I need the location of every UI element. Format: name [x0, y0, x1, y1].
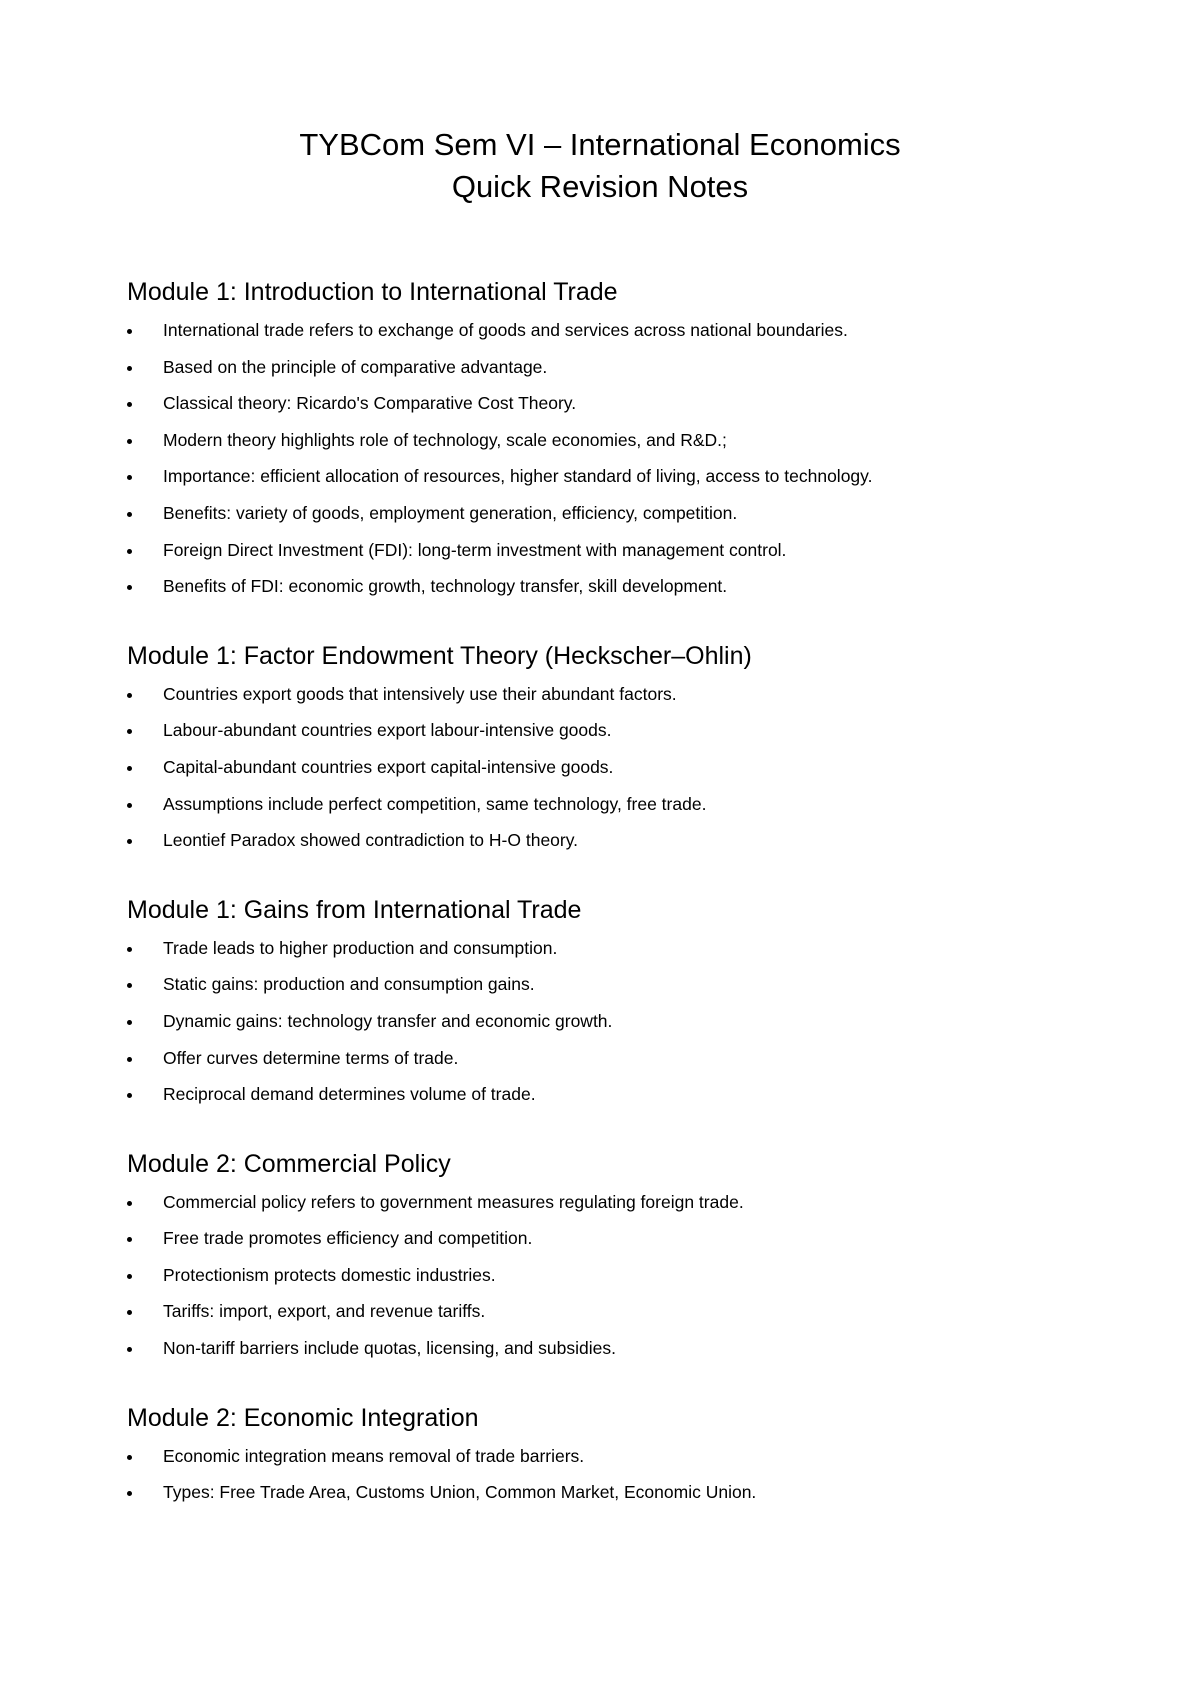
- document-body: [127, 276, 1127, 1546]
- bullet-icon: [127, 329, 132, 334]
- bullet-icon: [127, 439, 132, 444]
- bullet-icon: [127, 1310, 132, 1315]
- section-heading: Module 1: Introduction to International Trade: [127, 278, 618, 306]
- list-item: [127, 495, 1127, 532]
- bullet-text: Classical theory: Ricardo's Comparative Cost Theory.: [163, 393, 577, 414]
- bullet-list: [127, 676, 1127, 859]
- bullet-text: Countries export goods that intensively use their abundant factors.: [163, 683, 677, 704]
- bullet-text: Leontief Paradox showed contradiction to H-O theory.: [163, 830, 579, 851]
- bullet-icon: [127, 475, 132, 480]
- section: [127, 1402, 1127, 1511]
- list-item: [127, 1474, 1127, 1511]
- bullet-icon: [127, 1455, 132, 1460]
- bullet-icon: [127, 1020, 132, 1025]
- bullet-icon: [127, 1237, 132, 1242]
- bullet-text: Protectionism protects domestic industries.: [163, 1264, 496, 1285]
- list-item: [127, 422, 1127, 459]
- bullet-list: [127, 1438, 1127, 1511]
- bullet-icon: [127, 947, 132, 952]
- section: [127, 1148, 1127, 1367]
- title-line-2: Quick Revision Notes: [451, 169, 749, 204]
- bullet-icon: [127, 693, 132, 698]
- bullet-text: Economic integration means removal of trade barriers.: [163, 1445, 585, 1466]
- list-item: [127, 1330, 1127, 1367]
- bullet-text: International trade refers to exchange of goods and services across national boundaries.: [163, 320, 848, 340]
- bullet-icon: [127, 803, 132, 808]
- bullet-icon: [127, 839, 132, 844]
- bullet-text: Benefits: variety of goods, employment generation, efficiency, competition.: [163, 502, 738, 523]
- list-item: [127, 930, 1127, 967]
- list-item: [127, 749, 1127, 786]
- list-item: [127, 1257, 1127, 1294]
- list-item: [127, 786, 1127, 823]
- bullet-icon: [127, 1093, 132, 1098]
- bullet-text: Free trade promotes efficiency and competition.: [163, 1228, 533, 1249]
- bullet-icon: [127, 1491, 132, 1496]
- bullet-text: Offer curves determine terms of trade.: [163, 1047, 459, 1068]
- section-heading: Module 2: Economic Integration: [127, 1403, 479, 1432]
- bullet-icon: [127, 1274, 132, 1279]
- bullet-list: [127, 930, 1127, 1113]
- bullet-icon: [127, 1347, 132, 1352]
- list-item: [127, 1003, 1127, 1040]
- list-item: [127, 312, 1127, 349]
- bullet-icon: [127, 983, 132, 988]
- section-heading: Module 1: Factor Endowment Theory (Heckscher–Ohlin): [127, 641, 752, 670]
- bullet-text: Assumptions include perfect competition, same technology, free trade.: [163, 793, 707, 814]
- list-item: [127, 1040, 1127, 1077]
- section-heading: Module 2: Commercial Policy: [127, 1149, 451, 1178]
- list-item: [127, 532, 1127, 569]
- bullet-text: Labour-abundant countries export labour-intensive goods.: [163, 720, 612, 741]
- bullet-text: Dynamic gains: technology transfer and economic growth.: [163, 1010, 613, 1031]
- bullet-icon: [127, 585, 132, 590]
- list-item: [127, 1184, 1127, 1221]
- list-item: [127, 1076, 1127, 1113]
- bullet-icon: [127, 1057, 132, 1062]
- bullet-icon: [127, 549, 132, 554]
- bullet-text: Non-tariff barriers include quotas, licensing, and subsidies.: [163, 1338, 616, 1359]
- list-item: [127, 822, 1127, 859]
- bullet-text: Importance: efficient allocation of resources, higher standard of living, access to technology.: [163, 466, 873, 487]
- list-item: [127, 458, 1127, 495]
- bullet-list: [127, 1184, 1127, 1367]
- bullet-text: Static gains: production and consumption gains.: [163, 974, 535, 995]
- list-item: [127, 568, 1127, 605]
- section: [127, 640, 1127, 859]
- list-item: [127, 1293, 1127, 1330]
- list-item: [127, 385, 1127, 422]
- section: [127, 276, 1127, 605]
- bullet-icon: [127, 512, 132, 517]
- bullet-text: Types: Free Trade Area, Customs Union, Common Market, Economic Union.: [163, 1482, 757, 1503]
- list-item: [127, 349, 1127, 386]
- list-item: [127, 712, 1127, 749]
- list-item: [127, 966, 1127, 1003]
- bullet-icon: [127, 729, 132, 734]
- bullet-text: Capital-abundant countries export capital-intensive goods.: [163, 756, 614, 777]
- bullet-text: Commercial policy refers to government measures regulating foreign trade.: [163, 1191, 744, 1212]
- bullet-icon: [127, 766, 132, 771]
- list-item: [127, 676, 1127, 713]
- bullet-text: Modern theory highlights role of technology, scale economies, and R&D.;: [163, 429, 727, 450]
- bullet-text: Based on the principle of comparative advantage.: [163, 356, 548, 377]
- bullet-text: Foreign Direct Investment (FDI): long-term investment with management control.: [163, 539, 787, 560]
- bullet-text: Trade leads to higher production and consumption.: [163, 937, 558, 958]
- bullet-icon: [127, 1201, 132, 1206]
- bullet-text: Reciprocal demand determines volume of trade.: [163, 1084, 536, 1105]
- bullet-icon: [127, 402, 132, 407]
- title-line-1: TYBCom Sem VI – International Economics: [299, 127, 901, 162]
- document-title: [0, 124, 1200, 208]
- bullet-icon: [127, 366, 132, 371]
- list-item: [127, 1220, 1127, 1257]
- bullet-text: Benefits of FDI: economic growth, technology transfer, skill development.: [163, 576, 728, 597]
- section-heading: Module 1: Gains from International Trade: [127, 895, 582, 924]
- bullet-list: [127, 312, 1127, 605]
- section: [127, 894, 1127, 1113]
- bullet-text: Tariffs: import, export, and revenue tariffs.: [163, 1301, 486, 1322]
- list-item: [127, 1438, 1127, 1475]
